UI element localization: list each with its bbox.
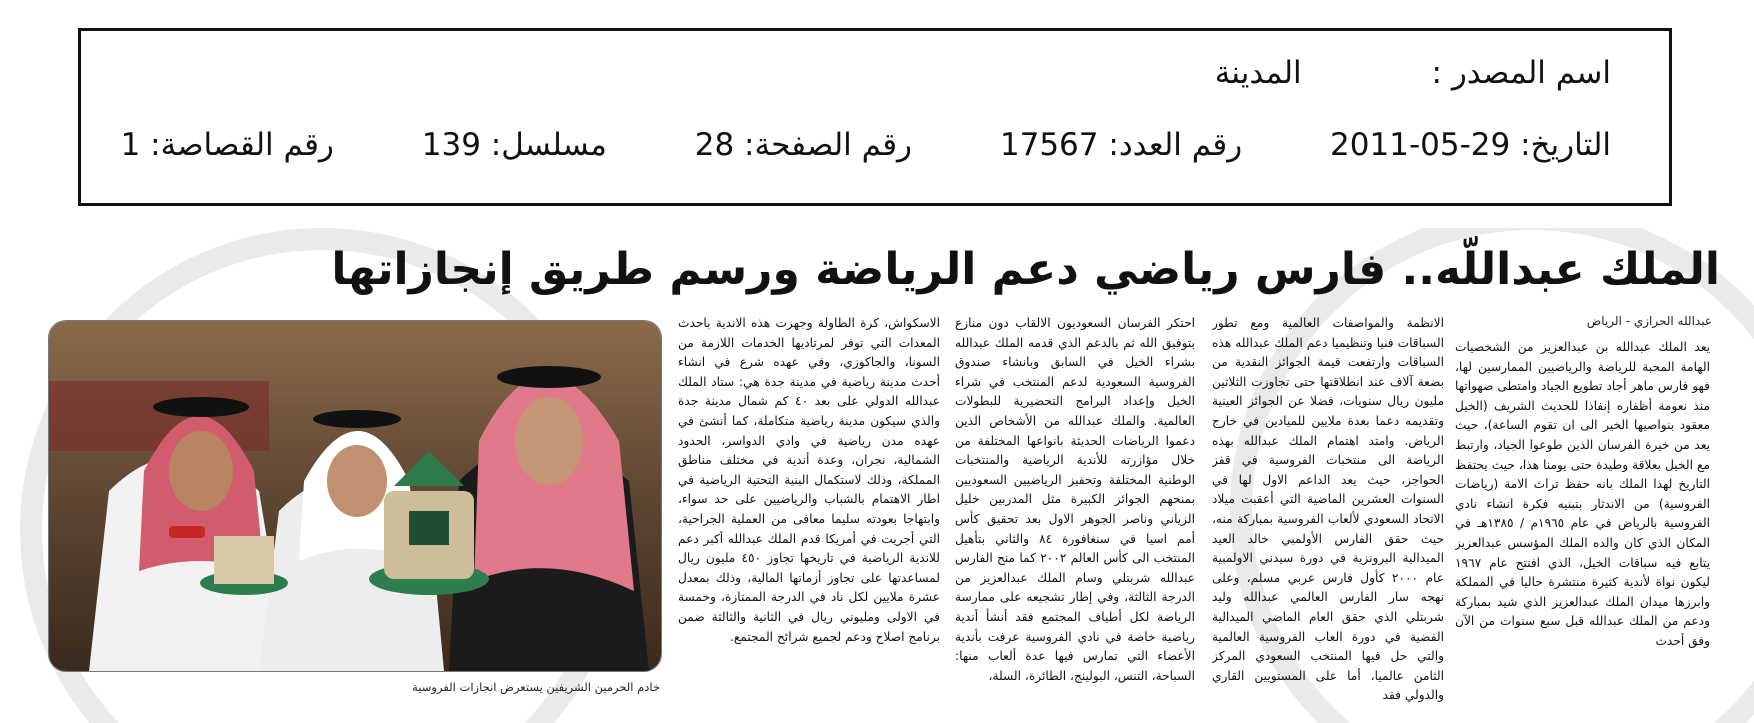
date-field: التاريخ: 29-05-2011 [1330, 127, 1611, 163]
article-column-1: يعد الملك عبدالله بن عبدالعزيز من الشخصيات الهامة المحبة للرياضة والرياضيين الممارسين لها، فهو فارس ماهر أجاد تطويع الجياد وامتطى صهواتها منذ نعومة أظفاره إنفاذا للحديث الشريف (الخيل معقود بنواصيها الخير الى ان تقوم الساعة)، حيث يعد من خيرة الفرسان الذين طوعوا الجياد، وارتبط مع الخيل بعلاقة وطيدة حتى يومنا هذا، حيث يحتفظ التاريخ لهذا الملك بانه حفظ تراث الامة (رياضات الفروسية) من الاندثار بتبنيه فكرة انشاء نادي الفروسية بالرياض في عام ١٩٦٥م / ١٣٨٥هـ في المكان الذي كان والده الملك المؤسس عبدالعزيز يتابع فيه سباقات الخيل، الذي افتتح عام ١٩٦٧ ليكون نواة لأندية كثيرة منتشرة حاليا في المملكة وابرزها ميدان الملك عبدالعزيز الذي شيد بمباركة ودعم من الملك عبدالله قبل سبع سنوات من الآن وفق أحدث [1455, 340, 1710, 648]
article-headline: الملك عبداللّه.. فارس رياضي دعم الرياضة ورسم طريق إنجازاتها [331, 244, 1720, 295]
source-row [1215, 55, 1611, 91]
serial-field: مسلسل: 139 [421, 127, 607, 163]
issue-field: رقم العدد: 17567 [999, 127, 1243, 163]
photo-illustration [49, 321, 661, 671]
photo-caption: خادم الحرمين الشريفين يستعرض انجازات الفروسية [412, 680, 660, 694]
clip-number-field: رقم القصاصة: 1 [120, 127, 334, 163]
article-photo [48, 320, 662, 672]
article-column-3: احتكر الفرسان السعوديون الالقاب دون منازع بتوفيق الله ثم بالدعم الذي قدمه الملك عبدالله بشراء الخيل في السابق وبانشاء صندوق الفروسية السعودية لدعم المنتخب في شراء الخيل وإعداد البرامج التحضيرية للبطولات العالمية. والملك عبدالله من الأشخاص الذين دعموا الرياضات الحديثة بانواعها المختلفة من خلال مؤازرته للأندية الرياضية والمنتخبات الوطنية المختلفة وتحفيز الرياضيين السعوديين بمنحهم الجوائز الكبيرة مثل المدربين خليل الزياني وناصر الجوهر الاول بعد تحقيق كأس أمم اسيا في سنغافورة ٨٤ والثاني بتأهيل المنتخب الى كأس العالم ٢٠٠٢ كما منح الفارس عبدالله شربتلي وسام الملك عبدالعزيز من الدرجة الثالثة، وفي إطار تشجيعه على ممارسة الرياضة لكل أطياف المجتمع فقد أنشأ أندية رياضية خاصة في نادي الفروسية عرفت بأندية الأعضاء التي تمارس فيها عدة ألعاب منها: السباحة، التنس، البولينج، الطائرة، السلة، [955, 316, 1195, 683]
article-byline: عبدالله الحرازي - الرياض [1586, 314, 1712, 328]
article-column-2: الانظمة والمواصفات العالمية ومع تطور السباقات فنيا وتنظيميا دعم الملك عبدالله هذه السباقات وارتفعت قيمة الجوائز النقدية من بضعة آلاف عند انطلاقتها حتى تجاوزت الثلاثين مليون ريال سنويات، فضلا عن الجوائز العينية وتقديمه دعما بعدة ملايين للميادين في خارج الرياض. وامتد اهتمام الملك عبدالله بهذه الرياضة الى منتخبات الفروسية في قفز الحواجز، حيث يعد الداعم الاول لها في السنوات العشرين الماضية التي أعقبت ميلاد الاتحاد السعودي لألعاب الفروسية بمباركة منه، حيث حقق الفارس الأولمبي خالد العيد الميدالية البرونزية في دورة سيدني الاولمبية عام ٢٠٠٠ كأول فارس عربي مسلم، وعلى نهجه سار الفارس العالمي عبدالله وليد شربتلي الذي حقق العام الماضي الميدالية الفضية في دورة العاب الفروسية العالمية والتي حل فيها المنتخب السعودي المركز الثامن عالميا، أما على المستويين القاري والدولي فقد [1212, 316, 1444, 703]
source-label: اسم المصدر : [1431, 55, 1611, 91]
page-field: رقم الصفحة: 28 [694, 127, 913, 163]
article-column-4: الاسكواش، كرة الطاولة وجهزت هذه الاندية باحدث المعدات التي توفر لمرتاديها الخدمات اللازمة من السونا، والجاكوزي، وفي عهده شرع في انشاء أحدث مدينة رياضية في مدينة جدة هي: ستاد الملك عبدالله الدولي على بعد ٤٠ كم شمال مدينة جدة والذي سيكون مدينة رياضية متكاملة، كما أنشئ في عهده مدن رياضية في وادي الدواسر، الحدود الشمالية، نجران، وعدة أندية في مختلف مناطق المملكة، وذلك لاستكمال البنية التحتية الرياضية في اطار الاهتمام بالشباب والرياضيين على حد سواء، وابتهاجا بعودته سليما معافى من العملية الجراحية، التي أجريت في أمريكا قدم الملك عبدالله أكبر دعم للاندية الرياضية في تاريخها تجاوز ٤٥٠ مليون ريال لمساعدتها على تجاوز أزماتها المالية، وذلك بمعدل عشرة ملايين لكل ناد في الدرجة الممتازة، وخمسة في الاولى ومليوني ريال في الثانية والثالثة ضمن برنامج اصلاح ودعم لجميع شرائح المجتمع. [678, 316, 940, 644]
source-info-box [78, 28, 1672, 206]
newspaper-clipping [0, 228, 1754, 723]
source-value: المدينة [1214, 55, 1302, 91]
meta-row [121, 127, 1611, 163]
